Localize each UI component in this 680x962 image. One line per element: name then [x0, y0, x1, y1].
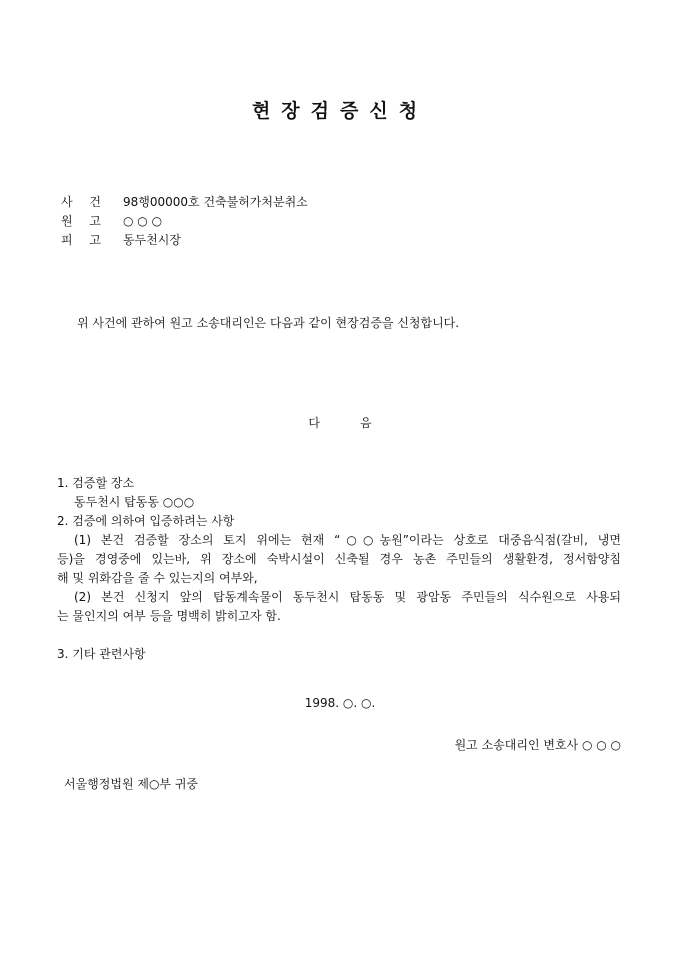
filing-date: 1998. ○. ○.: [304, 696, 376, 710]
spacer: [57, 626, 621, 645]
intro-paragraph: 위 사건에 관하여 원고 소송대리인은 다음과 같이 현장검증을 신청합니다.: [77, 316, 460, 330]
section-2-para-2-line-2: 는 물인지의 여부 등을 명백히 밝히고자 함.: [57, 609, 281, 623]
case-label-char: 고: [89, 233, 101, 247]
section-1-title: 1. 검증할 장소: [57, 476, 135, 490]
case-label-char: 원: [61, 214, 73, 228]
case-row-defendant: [61, 231, 308, 250]
case-row-plaintiff: [61, 212, 308, 231]
section-2-para-2-line-1: (2) 본건 신청지 앞의 탑동계속물이 동두천시 탑동동 및 광암동 주민들의 식수원으로 사용되: [74, 590, 621, 604]
section-2-para-1-line-2: 등)을 경영중에 있는바, 위 장소에 숙박시설이 신축될 경우 농촌 주민들의 생활환경, 정서함양침: [57, 552, 621, 566]
section-3-title: 3. 기타 관련사항: [57, 647, 146, 661]
case-label-char: 사: [61, 195, 73, 209]
section-2-title: 2. 검증에 의하여 입증하려는 사항: [57, 514, 235, 528]
case-label-char: 피: [61, 233, 73, 247]
heading-char: 음: [360, 416, 372, 430]
defendant-value: 동두천시장: [123, 233, 181, 247]
section-heading: [0, 414, 680, 432]
section-1-body: 동두천시 탑동동 ○○○: [74, 495, 195, 509]
case-number-value: 98행00000호 건축불허가처분취소: [123, 195, 308, 209]
case-info: [61, 193, 308, 250]
case-label-char: 고: [89, 214, 101, 228]
plaintiff-value: ○ ○ ○: [123, 214, 163, 228]
section-2-para-1-line-3: 해 및 위화감을 줄 수 있는지의 여부와,: [57, 571, 258, 585]
body-content: [57, 474, 621, 664]
case-label-char: 건: [89, 195, 101, 209]
heading-char: 다: [308, 416, 320, 430]
case-row-case: [61, 193, 308, 212]
court-addressee: 서울행정법원 제○부 귀중: [64, 777, 199, 791]
document-title: 현장검증신청: [251, 100, 429, 122]
section-2-para-1-line-1: (1) 본건 검증할 장소의 토지 위에는 현재 “○○농원”이라는 상호로 대중음식점(갈비, 냉면: [74, 533, 621, 547]
signature-line: 원고 소송대리인 변호사 ○ ○ ○: [454, 738, 621, 752]
